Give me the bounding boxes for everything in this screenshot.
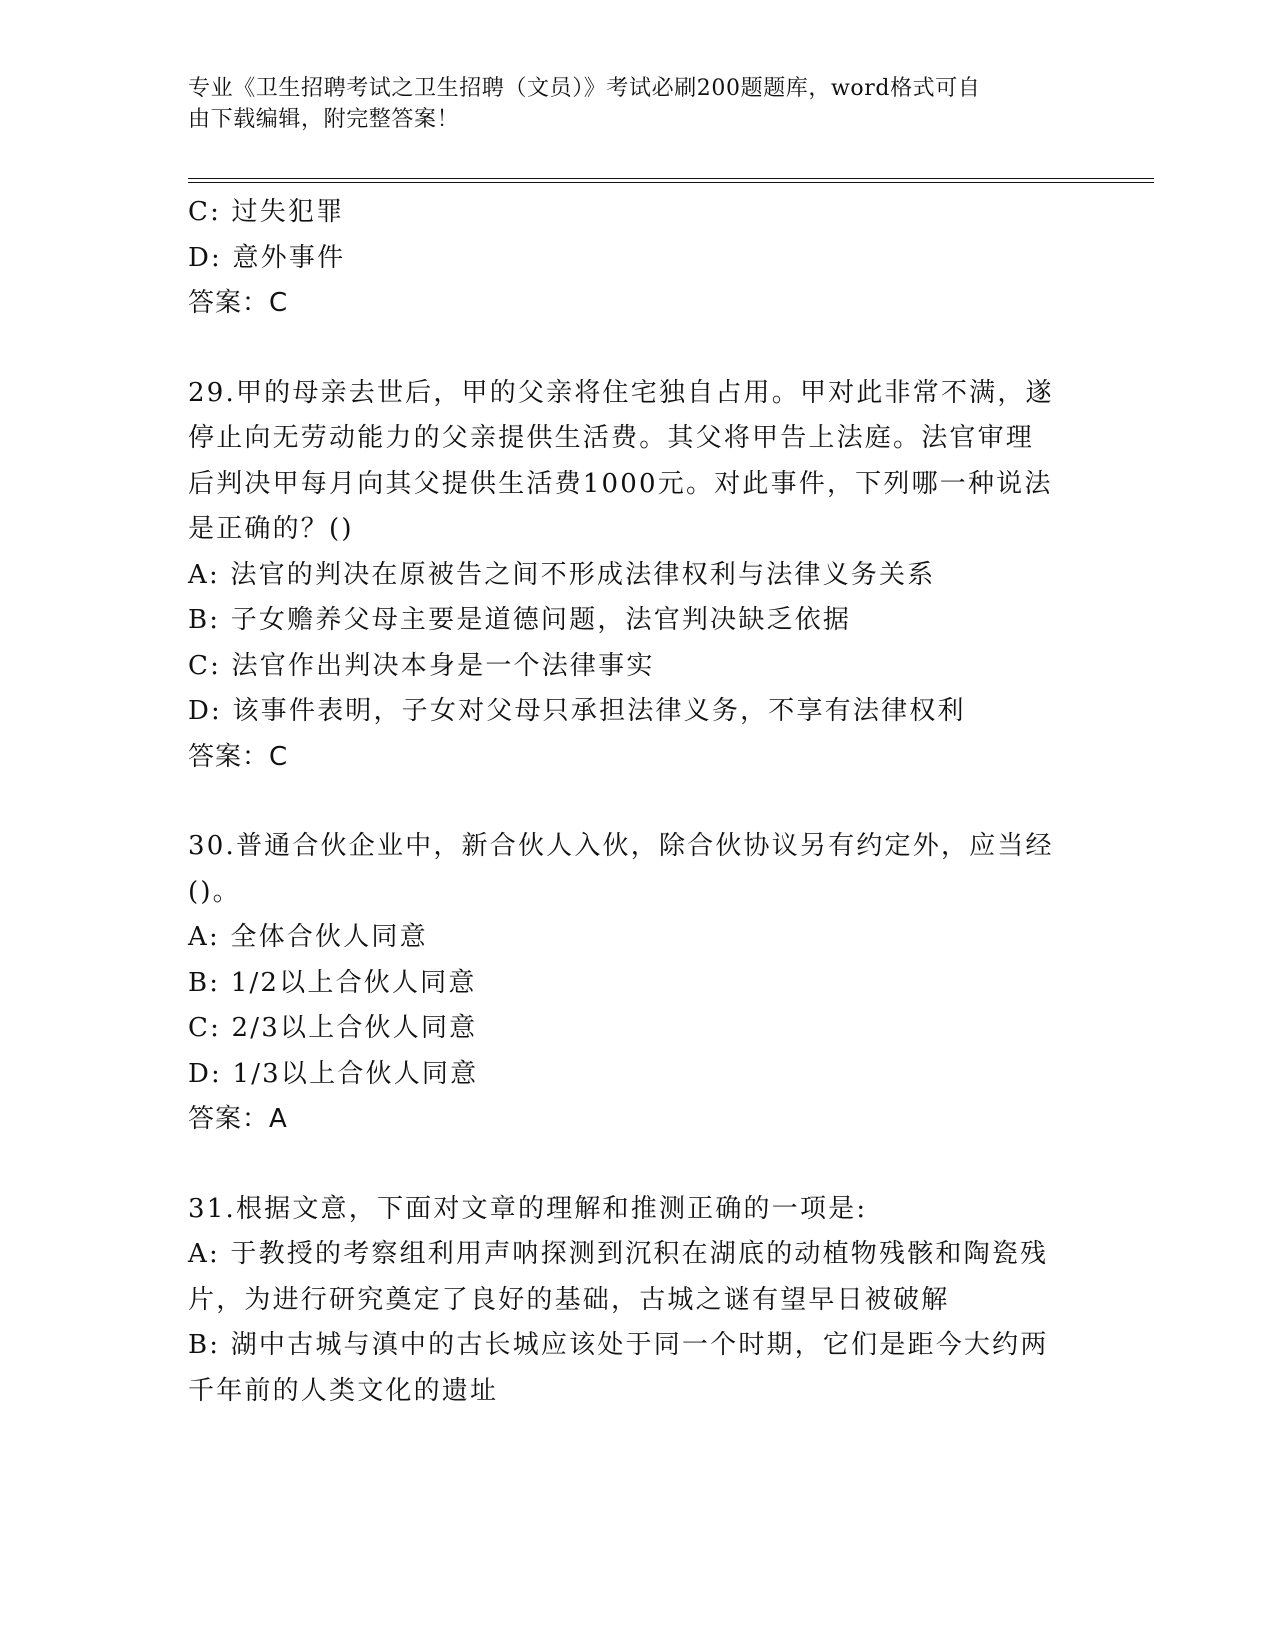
header-line-2: 由下载编辑，附完整答案！ xyxy=(188,107,460,132)
question-gap xyxy=(188,780,1088,824)
header-line-1: 专业《卫生招聘考试之卫生招聘（文员）》考试必刷200题题库，word格式可自 xyxy=(188,76,981,101)
question-29-stem-line-4: 是正确的？() xyxy=(188,514,354,544)
option-d: D: 1/3以上合伙人同意 xyxy=(188,1058,479,1089)
option-d: D: 该事件表明，子女对父母只承担法律义务，不享有法律权利 xyxy=(188,696,966,726)
option-a: A: 全体合伙人同意 xyxy=(188,922,428,952)
answer-label: 答案：C xyxy=(188,288,289,318)
header-divider xyxy=(188,178,1154,183)
question-gap xyxy=(188,327,1088,371)
question-29-stem-line-2: 停止向无劳动能力的父亲提供生活费。其父将甲告上法庭。法官审理 xyxy=(188,423,1035,453)
question-gap xyxy=(188,1143,1088,1187)
option-b-line-2: 千年前的人类文化的遗址 xyxy=(188,1375,499,1406)
previous-question-tail xyxy=(188,190,1088,327)
question-29-stem-line-3: 后判决甲每月向其父提供生活费1000元。对此事件，下列哪一种说法 xyxy=(188,468,1053,499)
option-b: B: 1/2以上合伙人同意 xyxy=(188,967,477,998)
page-header xyxy=(188,73,1068,135)
question-content xyxy=(188,190,1088,1414)
option-c: C: 2/3以上合伙人同意 xyxy=(188,1013,478,1043)
answer-label: 答案：C xyxy=(188,741,289,772)
option-c: C: 法官作出判决本身是一个法律事实 xyxy=(188,650,655,681)
option-b: B: 子女赡养父母主要是道德问题，法官判决缺乏依据 xyxy=(188,605,852,635)
option-a: A: 法官的判决在原被告之间不形成法律权利与法律义务关系 xyxy=(188,559,936,590)
question-31-stem: 31.根据文意，下面对文章的理解和推测正确的一项是: xyxy=(188,1193,868,1224)
option-b-line-1: B: 湖中古城与滇中的古长城应该处于同一个时期，它们是距今大约两 xyxy=(188,1330,1049,1360)
option-c: C: 过失犯罪 xyxy=(188,197,345,227)
question-29-stem-line-1: 29.甲的母亲去世后，甲的父亲将住宅独自占用。甲对此非常不满，遂 xyxy=(188,377,1054,408)
question-30-stem-line-1: 30.普通合伙企业中，新合伙人入伙，除合伙协议另有约定外，应当经 xyxy=(188,831,1054,861)
question-31 xyxy=(188,1187,1088,1415)
question-30 xyxy=(188,824,1088,1143)
question-29 xyxy=(188,371,1088,781)
option-a-line-2: 片，为进行研究奠定了良好的基础，古城之谜有望早日被破解 xyxy=(188,1284,950,1315)
option-a-line-1: A: 于教授的考察组利用声呐探测到沉积在湖底的动植物残骸和陶瓷残 xyxy=(188,1239,1049,1269)
question-30-stem-line-2: ()。 xyxy=(188,876,241,907)
answer-label: 答案：A xyxy=(188,1104,288,1134)
option-d: D: 意外事件 xyxy=(188,242,346,273)
